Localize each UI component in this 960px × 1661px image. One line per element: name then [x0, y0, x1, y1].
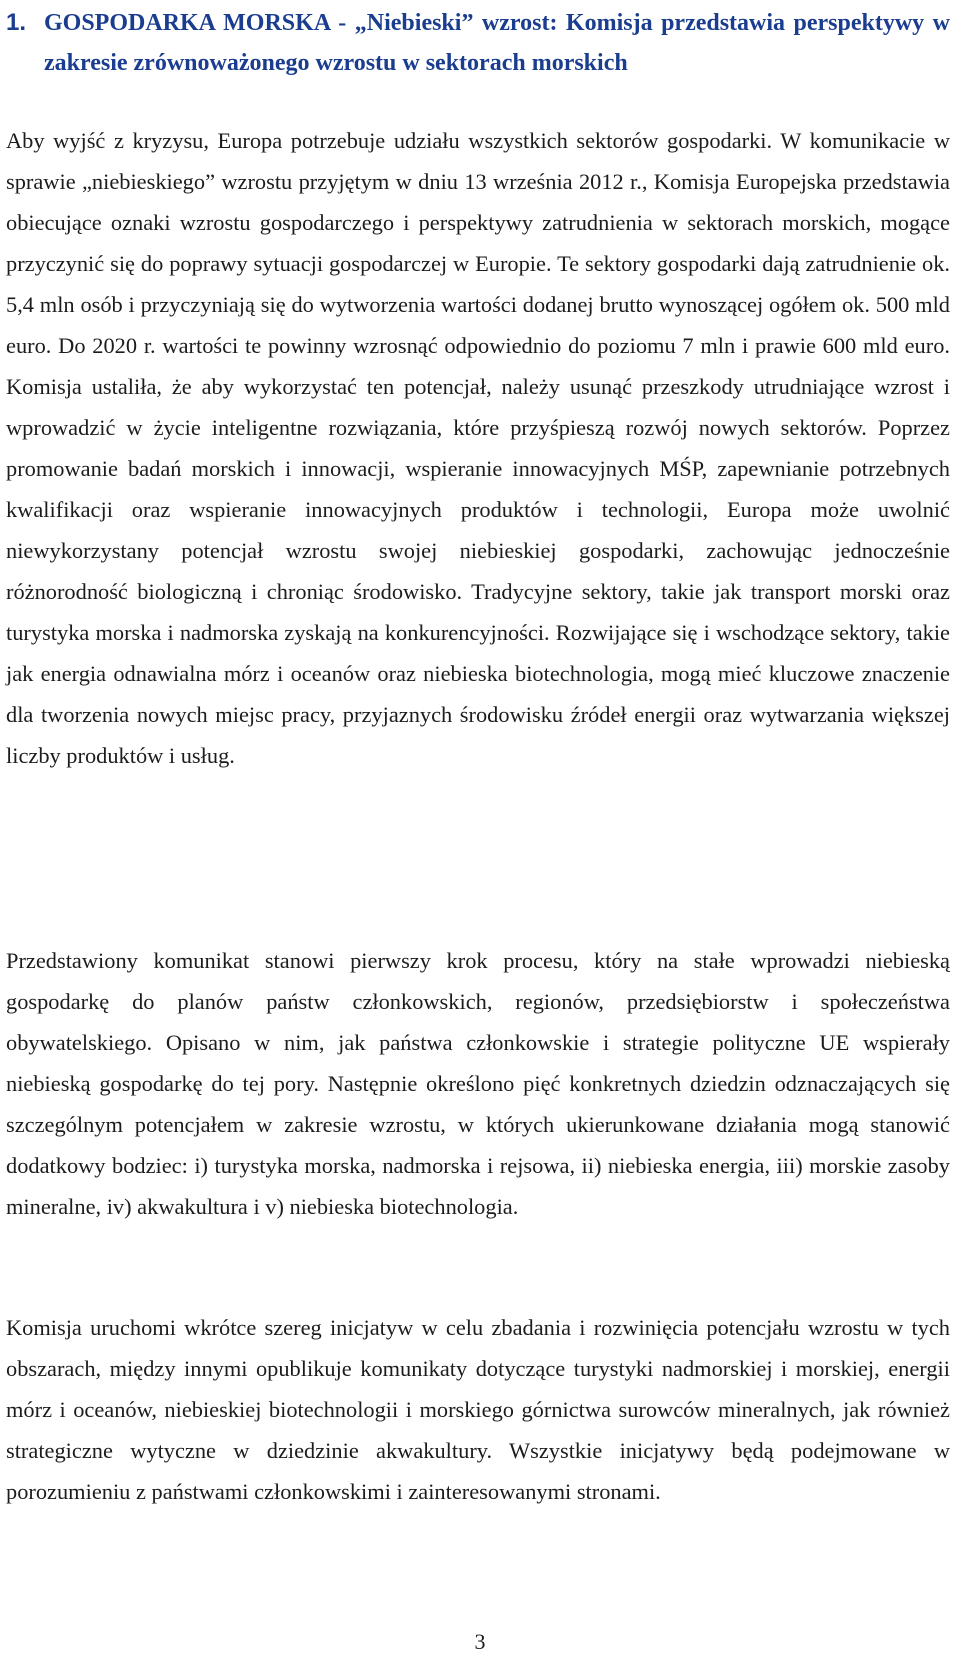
section-number: 1. [6, 9, 27, 36]
section-heading [6, 3, 950, 83]
paragraph-commission-initiatives: Komisja uruchomi wkrótce szereg inicjatyw w celu zbadania i rozwinięcia potencjału wzrostu w tych obszarach, między innymi opublikuje komunikaty dotyczące turystyki nadmorskiej i morskiej, energii mórz i oceanów, niebieskiej biotechnologii i morskiego górnictwa surowców mineralnych, jak również strategiczne wytyczne w dziedzinie akwakultury. Wszystkie inicjatywy będą podejmowane w porozumieniu z państwami członkowskimi i zainteresowanymi stronami. [6, 1315, 950, 1504]
paragraph-communication-overview: Przedstawiony komunikat stanowi pierwszy krok procesu, który na stałe wprowadzi niebieską gospodarkę do planów państw członkowskich, regionów, przedsiębiorstw i społeczeństwa obywatelskiego. Opisano w nim, jak państwa członkowskie i strategie polityczne UE wspierały niebieską gospodarkę do tej pory. Następnie określono pięć konkretnych dziedzin odznaczających się szczególnym potencjałem w zakresie wzrostu, w których ukierunkowane działania mogą stanowić dodatkowy bodziec: i) turystyka morska, nadmorska i rejsowa, ii) niebieska energia, iii) morskie zasoby mineralne, iv) akwakultura i v) niebieska biotechnologia. [6, 948, 950, 1219]
paragraph-blue-growth-intro: Aby wyjść z kryzysu, Europa potrzebuje udziału wszystkich sektorów gospodarki. W komunikacie w sprawie „niebieskiego” wzrostu przyjętym w dniu 13 września 2012 r., Komisja Europejska przedstawia obiecujące oznaki wzrostu gospodarczego i perspektywy zatrudnienia w sektorach morskich, mogące przyczynić się do poprawy sytuacji gospodarczej w Europie. Te sektory gospodarki dają zatrudnienie ok. 5,4 mln osób i przyczyniają się do wytworzenia wartości dodanej brutto wynoszącej ogółem ok. 500 mld euro. Do 2020 r. wartości te powinny wzrosnąć odpowiednio do poziomu 7 mln i prawie 600 mld euro. Komisja ustaliła, że aby wykorzystać ten potencjał, należy usunąć przeszkody utrudniające wzrost i wprowadzić w życie inteligentne rozwiązania, które przyśpieszą rozwój nowych sektorów. Poprzez promowanie badań morskich i innowacji, wspieranie innowacyjnych MŚP, zapewnianie potrzebnych kwalifikacji oraz wspieranie innowacyjnych produktów i technologii, Europa może uwolnić niewykorzystany potencjał wzrostu swojej niebieskiej gospodarki, zachowując jednocześnie różnorodność biologiczną i chroniąc środowisko. Tradycyjne sektory, takie jak transport morski oraz turystyka morska i nadmorska zyskają na konkurencyjności. Rozwijające się i wschodzące sektory, takie jak energia odnawialna mórz i oceanów oraz niebieska biotechnologia, mogą mieć kluczowe znaczenie dla tworzenia nowych miejsc pracy, przyjaznych środowisku źródeł energii oraz wytwarzania większej liczby produktów i usług. [6, 128, 950, 768]
page-number: 3 [474, 1629, 486, 1654]
section-title: GOSPODARKA MORSKA - „Niebieski” wzrost: Komisja przedstawia perspektywy w zakresie zrównoważonego wzrostu w sektorach morskich [44, 10, 950, 76]
